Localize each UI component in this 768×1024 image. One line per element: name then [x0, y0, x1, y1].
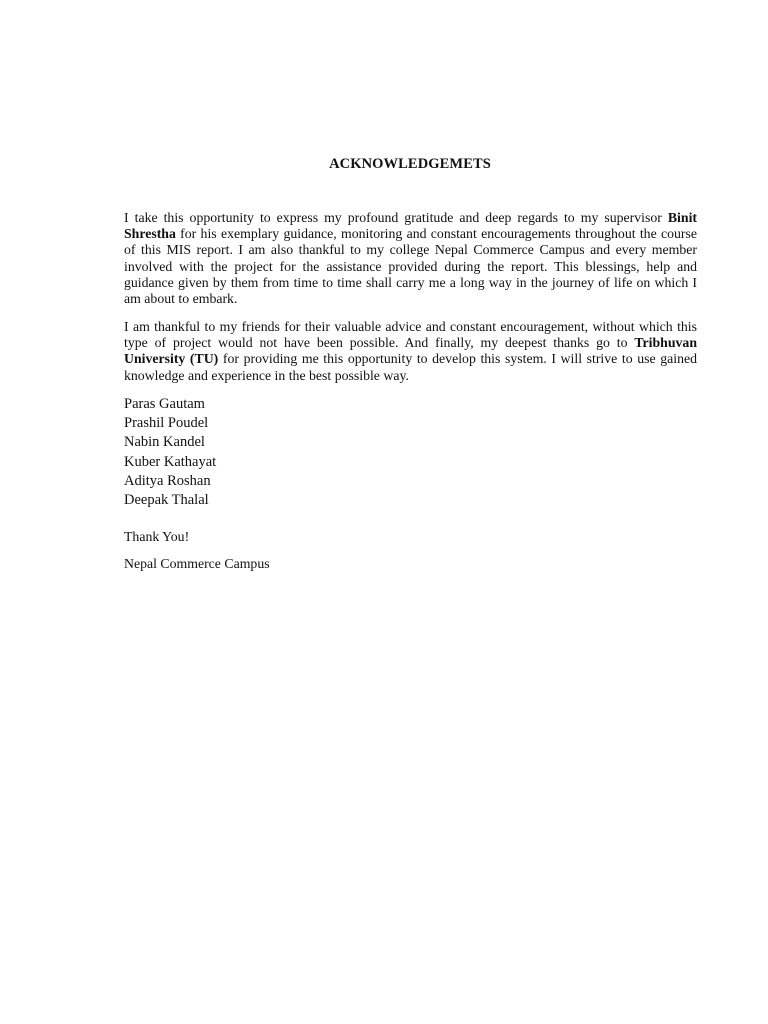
institution-name: Nepal Commerce Campus [124, 556, 270, 571]
supervisor-name: Binit Shrestha [124, 210, 697, 242]
author-name: Prashil Poudel [124, 415, 209, 432]
author-name: Kuber Kathayat [124, 453, 217, 470]
page-title: ACKNOWLEDGEMETS [329, 156, 491, 172]
university-name: Tribhuvan University (TU) [124, 335, 697, 367]
author-name: Paras Gautam [124, 396, 205, 412]
author-name: Nabin Kandel [124, 434, 205, 451]
paragraph-1-text-end: for his exemplary guidance, monitoring and constant encouragements throughout the course of this MIS report. I am also thankful to my college Nepal Commerce Campus and every member involved with the project for the assistance provided during the report. This blessings, help and guidance given by them from time to time shall carry me a long way in the journey of life on which I am about to embark. [124, 226, 697, 307]
closing-text: Thank You! [124, 529, 190, 544]
author-names-list [124, 395, 216, 510]
paragraph-2-text-end: for providing me this opportunity to develop this system. I will strive to use gained knowledge and experience in the best possible way. [124, 351, 697, 383]
author-name: Aditya Roshan [124, 472, 211, 489]
acknowledgement-paragraph-2 [124, 319, 697, 384]
paragraph-1-text-start: I take this opportunity to express my profound gratitude and deep regards to my supervisor [124, 210, 668, 225]
acknowledgement-paragraph-1 [124, 210, 697, 307]
author-name: Deepak Thalal [124, 492, 209, 509]
paragraph-2-text-start: I am thankful to my friends for their valuable advice and constant encouragement, without which this type of project would not have been possible. And finally, my deepest thanks go to [124, 319, 697, 351]
